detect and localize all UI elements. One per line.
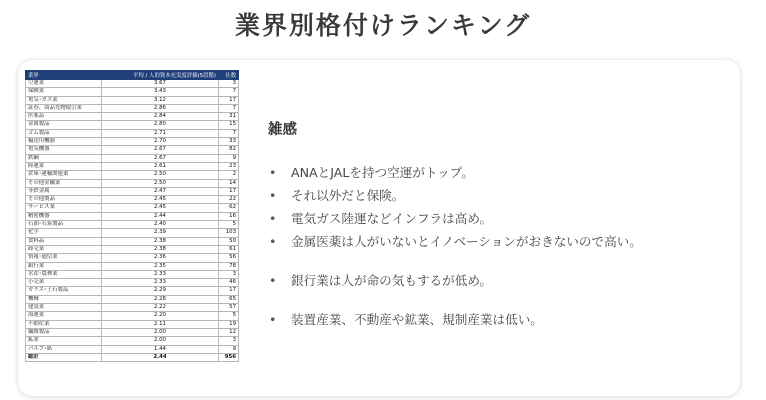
- bullet-item: • ANAとJALを持つ空運がトップ。: [268, 161, 728, 184]
- count-cell: 19: [219, 320, 239, 328]
- score-cell: 2.86: [102, 104, 219, 112]
- count-cell: 2: [219, 171, 239, 179]
- count-cell: 3: [219, 337, 239, 345]
- count-cell: 65: [219, 295, 239, 303]
- industry-cell: 機械: [26, 295, 102, 303]
- table-row: [26, 204, 239, 212]
- score-cell: 2.44: [102, 353, 219, 361]
- table-row: [26, 154, 239, 162]
- score-cell: 2.45: [102, 196, 219, 204]
- count-cell: 61: [219, 245, 239, 253]
- industry-cell: 空運業: [26, 80, 102, 88]
- notes-heading: 雑感: [268, 122, 297, 138]
- table-row: [26, 88, 239, 96]
- table-row: [26, 295, 239, 303]
- count-cell: 23: [219, 162, 239, 170]
- score-cell: 2.00: [102, 337, 219, 345]
- industry-cell: 電気･ガス業: [26, 96, 102, 104]
- score-cell: 2.50: [102, 179, 219, 187]
- score-cell: 2.44: [102, 212, 219, 220]
- score-cell: 3.43: [102, 88, 219, 96]
- score-cell: 1.44: [102, 345, 219, 353]
- count-cell: 5: [219, 312, 239, 320]
- industry-cell: 銀行業: [26, 262, 102, 270]
- industry-cell: 倉庫･運輸関連業: [26, 171, 102, 179]
- bullet-item: • それ以外だと保険。: [268, 184, 728, 207]
- score-cell: 2.11: [102, 320, 219, 328]
- table-row: [26, 196, 239, 204]
- table-row: [26, 212, 239, 220]
- score-cell: 2.84: [102, 113, 219, 121]
- table-row: [26, 221, 239, 229]
- score-cell: 2.38: [102, 237, 219, 245]
- score-cell: 2.71: [102, 129, 219, 137]
- score-cell: 2.35: [102, 262, 219, 270]
- bullet-list: [268, 308, 728, 331]
- table-row: [26, 262, 239, 270]
- industry-cell: その他金融業: [26, 179, 102, 187]
- industry-cell: 輸送用機器: [26, 138, 102, 146]
- score-cell: 2.61: [102, 162, 219, 170]
- score-cell: 2.39: [102, 229, 219, 237]
- count-cell: 956: [219, 353, 239, 361]
- table-row: [26, 237, 239, 245]
- industry-cell: 建設業: [26, 304, 102, 312]
- score-cell: 2.00: [102, 328, 219, 336]
- score-cell: 2.33: [102, 279, 219, 287]
- table-row: [26, 179, 239, 187]
- score-cell: 2.36: [102, 254, 219, 262]
- industry-cell: 金属製品: [26, 121, 102, 129]
- bullet-item: • 金属医薬は人がいないとイノベーションがおきないので高い。: [268, 230, 728, 253]
- count-cell: 7: [219, 104, 239, 112]
- score-cell: 2.45: [102, 204, 219, 212]
- count-cell: 50: [219, 237, 239, 245]
- industry-cell: 食料品: [26, 237, 102, 245]
- industry-cell: ゴム製品: [26, 129, 102, 137]
- table-row: [26, 345, 239, 353]
- header-company-count: 社数: [219, 71, 239, 80]
- score-cell: 3.67: [102, 80, 219, 88]
- notes-panel: [268, 118, 728, 331]
- table-row: [26, 320, 239, 328]
- industry-cell: 石油･石炭製品: [26, 221, 102, 229]
- bullet-item: • 電気ガス陸運などインフラは高め。: [268, 207, 728, 230]
- table-row: [26, 337, 239, 345]
- page-title: 業界別格付けランキング: [234, 11, 532, 40]
- table-row: [26, 254, 239, 262]
- industry-cell: 卸売業: [26, 245, 102, 253]
- table-row: [26, 162, 239, 170]
- industry-cell: 鉄鋼: [26, 154, 102, 162]
- count-cell: 5: [219, 221, 239, 229]
- count-cell: 46: [219, 279, 239, 287]
- industry-cell: 非鉄金属: [26, 187, 102, 195]
- industry-cell: 化学: [26, 229, 102, 237]
- industry-cell: 電気機器: [26, 146, 102, 154]
- industry-cell: 医薬品: [26, 113, 102, 121]
- table-row: [26, 229, 239, 237]
- count-cell: 15: [219, 121, 239, 129]
- count-cell: 57: [219, 304, 239, 312]
- table-header-row: [26, 71, 239, 80]
- industry-cell: 海運業: [26, 312, 102, 320]
- table-row: [26, 129, 239, 137]
- industry-cell: 精密機器: [26, 212, 102, 220]
- header-average-score: 平均 / 人的資本充実度評価(5段階): [102, 71, 219, 80]
- table-row: [26, 96, 239, 104]
- table-row: [26, 245, 239, 253]
- count-cell: 31: [219, 113, 239, 121]
- score-cell: 2.29: [102, 287, 219, 295]
- count-cell: 7: [219, 129, 239, 137]
- industry-ranking-table: [25, 70, 238, 362]
- table-row: [26, 121, 239, 129]
- table-row: [26, 270, 239, 278]
- count-cell: 3: [219, 270, 239, 278]
- count-cell: 56: [219, 254, 239, 262]
- score-cell: 2.20: [102, 312, 219, 320]
- header-industry: 業界: [26, 71, 102, 80]
- bullet-item: • 装置産業、不動産や鉱業、規制産業は低い。: [268, 308, 728, 331]
- count-cell: 78: [219, 262, 239, 270]
- table-row: [26, 104, 239, 112]
- score-cell: 2.70: [102, 138, 219, 146]
- score-cell: 3.12: [102, 96, 219, 104]
- industry-cell: その他製品: [26, 196, 102, 204]
- industry-cell: ガラス･土石製品: [26, 287, 102, 295]
- table-row: [26, 287, 239, 295]
- count-cell: 12: [219, 328, 239, 336]
- score-cell: 2.33: [102, 270, 219, 278]
- count-cell: 3: [219, 80, 239, 88]
- industry-cell: 小売業: [26, 279, 102, 287]
- table-row: [26, 113, 239, 121]
- score-cell: 2.40: [102, 221, 219, 229]
- table-row: [26, 304, 239, 312]
- table-row: [26, 146, 239, 154]
- bullet-list: [268, 269, 728, 292]
- industry-cell: 水産･農林業: [26, 270, 102, 278]
- industry-cell: 陸運業: [26, 162, 102, 170]
- count-cell: 17: [219, 187, 239, 195]
- count-cell: 82: [219, 146, 239, 154]
- count-cell: 62: [219, 204, 239, 212]
- score-cell: 2.47: [102, 187, 219, 195]
- count-cell: 16: [219, 212, 239, 220]
- table-row: [26, 312, 239, 320]
- industry-cell: 不動産業: [26, 320, 102, 328]
- table-row: [26, 138, 239, 146]
- table-total-row: [26, 353, 239, 361]
- count-cell: 17: [219, 96, 239, 104]
- industry-cell: 総計: [26, 353, 102, 361]
- table-row: [26, 279, 239, 287]
- industry-cell: 繊維製品: [26, 328, 102, 336]
- count-cell: 33: [219, 138, 239, 146]
- score-cell: 2.67: [102, 146, 219, 154]
- score-cell: 2.28: [102, 295, 219, 303]
- industry-cell: 鉱業: [26, 337, 102, 345]
- score-cell: 2.22: [102, 304, 219, 312]
- count-cell: 22: [219, 196, 239, 204]
- count-cell: 14: [219, 179, 239, 187]
- count-cell: 9: [219, 345, 239, 353]
- industry-cell: 情報･通信業: [26, 254, 102, 262]
- table-row: [26, 328, 239, 336]
- industry-cell: パルプ･紙: [26, 345, 102, 353]
- industry-cell: 証券、商品先物取引業: [26, 104, 102, 112]
- industry-cell: サービス業: [26, 204, 102, 212]
- industry-cell: 保険業: [26, 88, 102, 96]
- count-cell: 7: [219, 88, 239, 96]
- table-row: [26, 80, 239, 88]
- score-cell: 2.38: [102, 245, 219, 253]
- score-cell: 2.50: [102, 171, 219, 179]
- count-cell: 17: [219, 287, 239, 295]
- bullet-list: [268, 161, 728, 253]
- count-cell: 9: [219, 154, 239, 162]
- score-cell: 2.67: [102, 154, 219, 162]
- score-cell: 2.80: [102, 121, 219, 129]
- table-row: [26, 187, 239, 195]
- bullet-item: • 銀行業は人が命の気もするが低め。: [268, 269, 728, 292]
- count-cell: 103: [219, 229, 239, 237]
- table-row: [26, 171, 239, 179]
